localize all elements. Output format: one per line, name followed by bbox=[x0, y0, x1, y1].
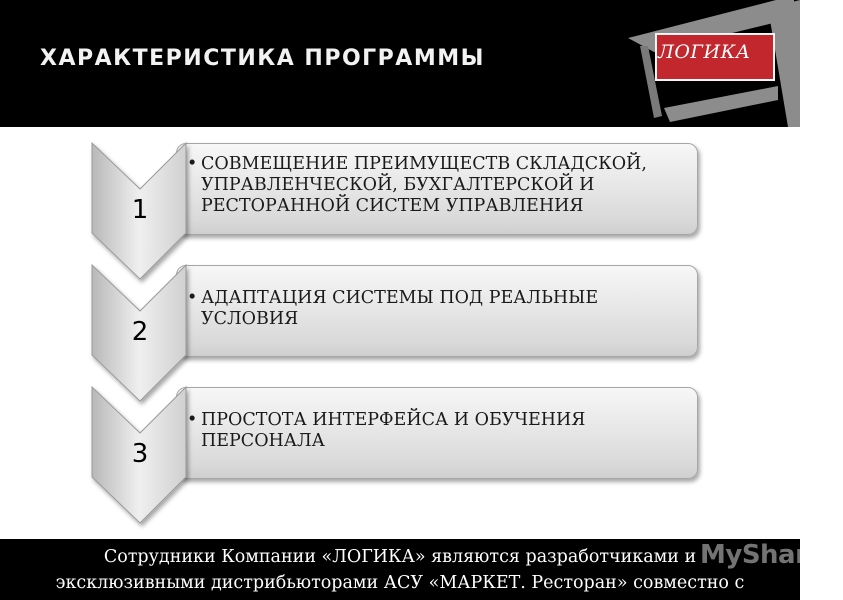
logo-frame-graphic bbox=[618, 0, 800, 127]
header-bar bbox=[0, 0, 800, 127]
step-3-text: ПРОСТОТА ИНТЕРФЕЙСА И ОБУЧЕНИЯ ПЕРСОНАЛА bbox=[201, 410, 586, 451]
process-diagram bbox=[0, 127, 800, 539]
logo-text: ЛОГИКА bbox=[658, 41, 751, 63]
footer-bar bbox=[0, 539, 800, 600]
page-title: ХАРАКТЕРИСТИКА ПРОГРАММЫ bbox=[40, 46, 485, 71]
footer-line-1: Сотрудники Компании «ЛОГИКА» являются разработчиками и bbox=[103, 547, 697, 567]
step-2-text: АДАПТАЦИЯ СИСТЕМЫ ПОД РЕАЛЬНЫЕ УСЛОВИЯ bbox=[201, 288, 599, 329]
bullet-icon: • bbox=[187, 288, 198, 308]
step-1-text: СОВМЕЩЕНИЕ ПРЕИМУЩЕСТВ СКЛАДСКОЙ, УПРАВЛЕНЧЕСКОЙ, БУХГАЛТЕРСКОЙ И РЕСТОРАННОЙ СИСТЕМ УПРАВЛЕНИЯ bbox=[201, 154, 647, 216]
bullet-icon: • bbox=[187, 410, 198, 430]
step-3-number: 3 bbox=[131, 439, 149, 469]
bullet-icon: • bbox=[187, 154, 198, 174]
step-2-number: 2 bbox=[131, 317, 149, 347]
step-1-number: 1 bbox=[131, 195, 149, 225]
watermark-text: MyShared bbox=[700, 540, 843, 570]
footer-line-2: эксклюзивными дистрибьюторами АСУ «МАРКЕТ. Ресторан» совместно с bbox=[55, 573, 745, 593]
